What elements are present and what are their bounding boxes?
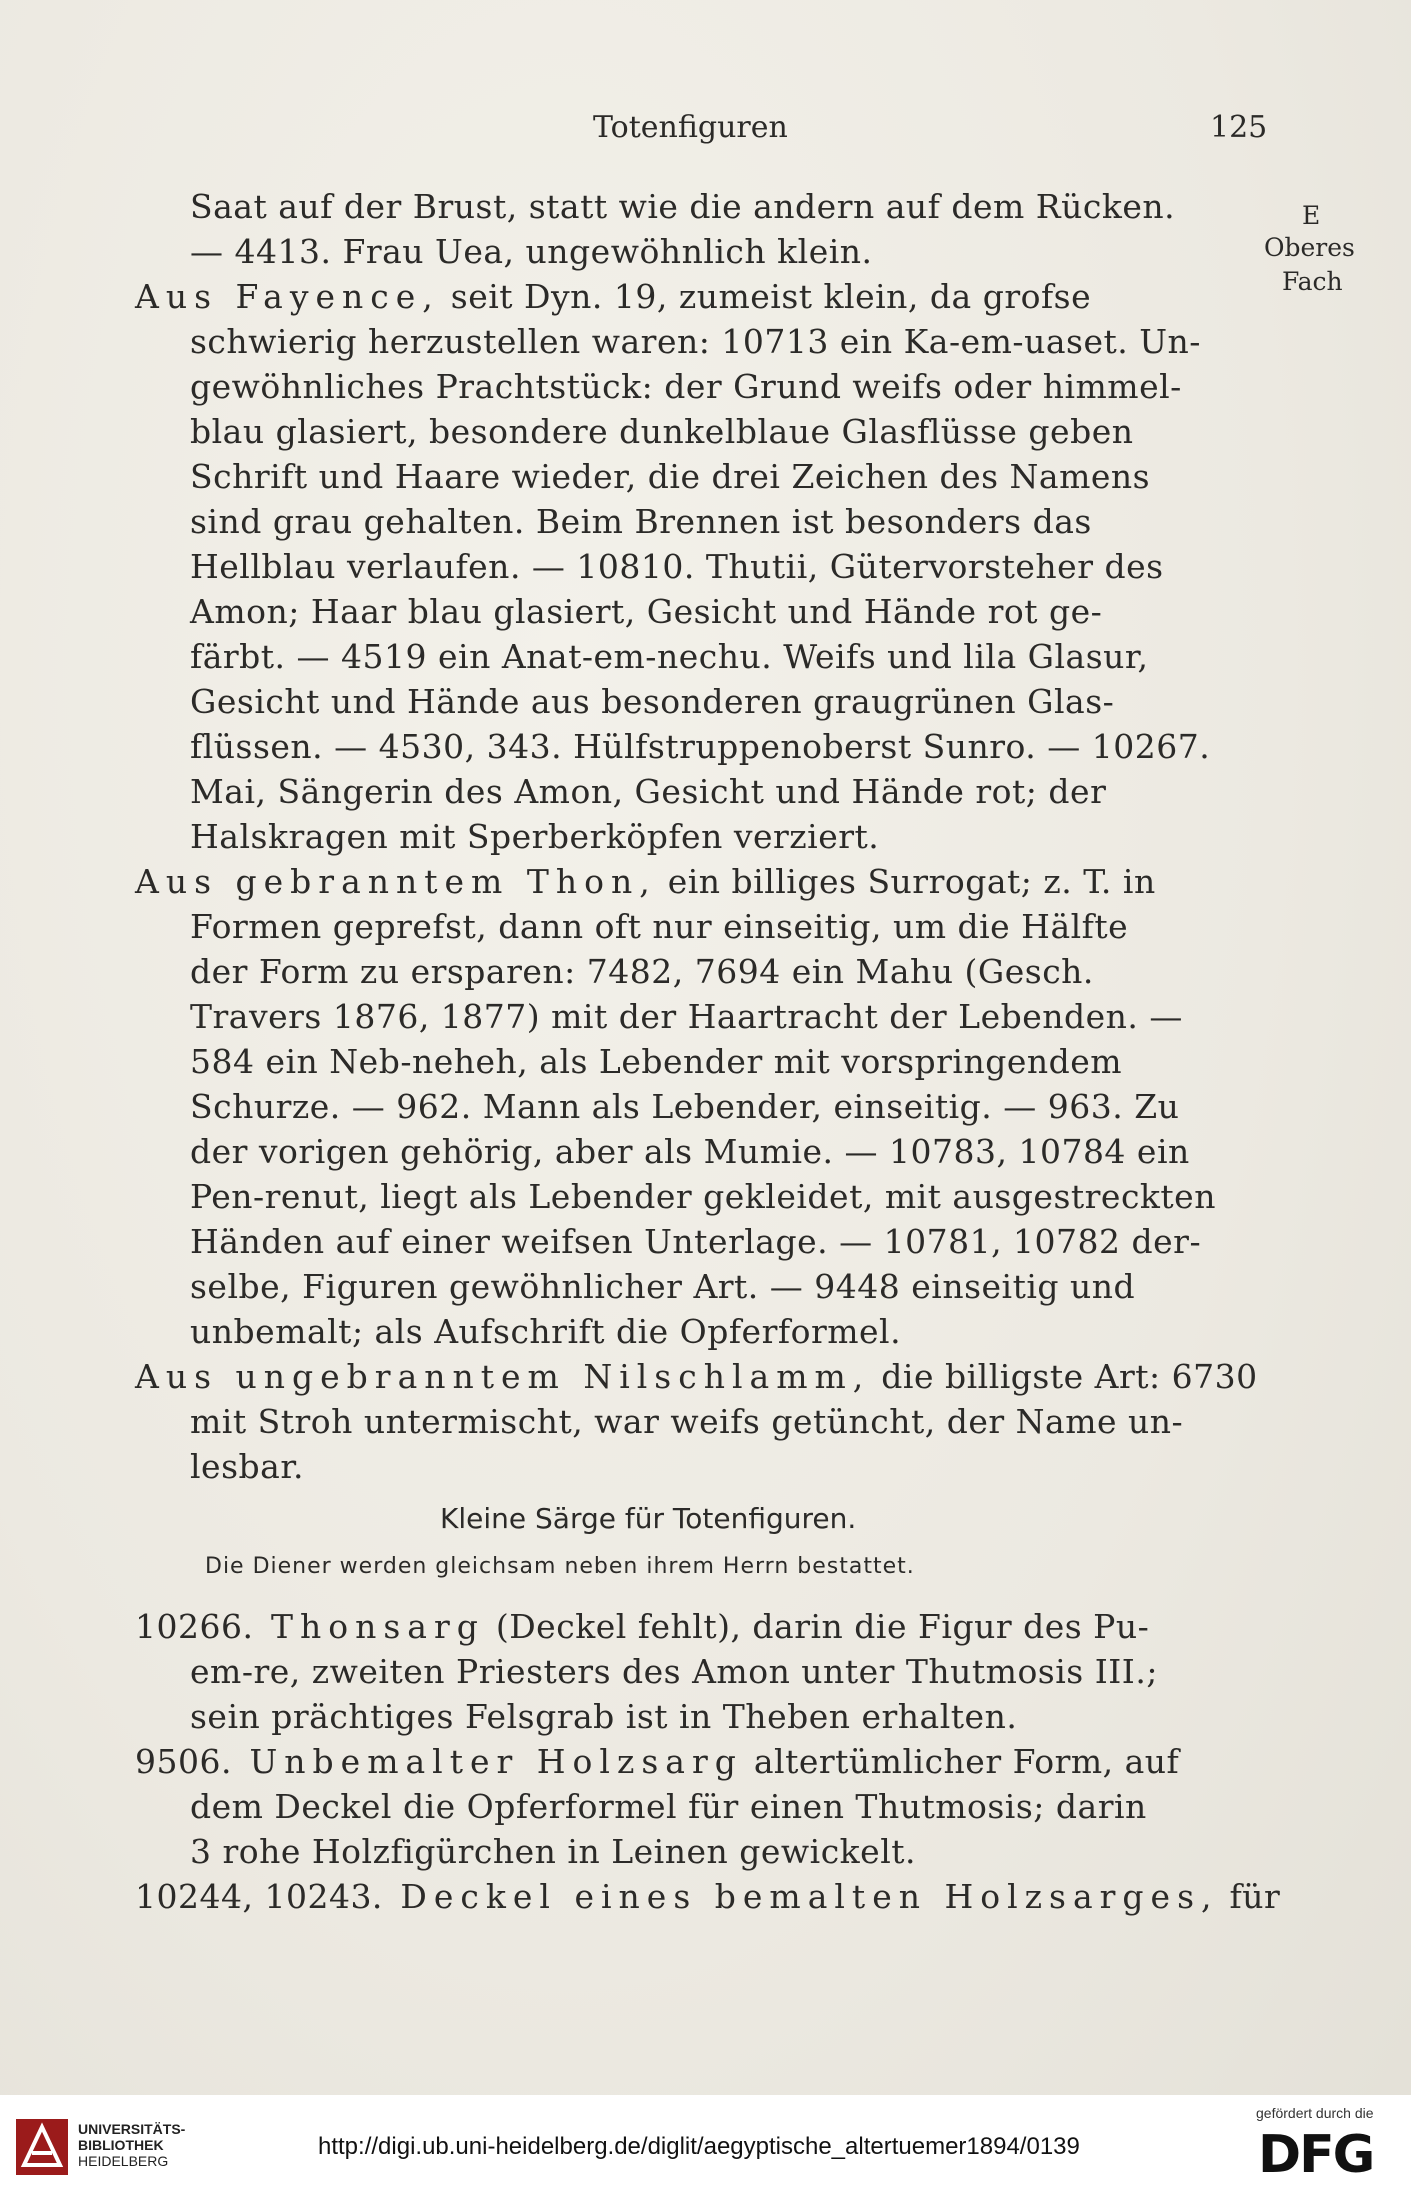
text-run: die billigste Art: 6730 — [870, 1357, 1258, 1396]
section-note: Die Diener werden gleichsam neben ihrem Herrn bestattet. — [205, 1554, 915, 1579]
library-name-line: BIBLIOTHEK — [78, 2137, 164, 2153]
dfg-logo: DFG — [1258, 2125, 1374, 2185]
entry-heading: Aus Fayence, — [135, 277, 440, 316]
text-line: 3 rohe Holzfigürchen in Leinen gewickelt. — [190, 1832, 917, 1871]
entry-heading: Unbemalter Holzsarg — [231, 1742, 743, 1781]
text-line — [135, 276, 1091, 318]
section-heading: Kleine Särge für Totenfiguren. — [440, 1502, 857, 1535]
text-line — [135, 1606, 1149, 1648]
text-run: (Deckel fehlt), darin die Figur des Pu- — [484, 1607, 1150, 1646]
text-line: blau glasiert, besondere dunkelblaue Glasflüsse geben — [190, 412, 1134, 451]
text-line: mit Stroh untermischt, war weifs getüncht, der Name un- — [190, 1402, 1184, 1441]
text-line: schwierig herzustellen waren: 10713 ein Ka-em-uaset. Un- — [190, 322, 1201, 361]
text-line: selbe, Figuren gewöhnlicher Art. — 9448 einseitig und — [190, 1267, 1136, 1306]
entry-number: 10244, 10243. — [135, 1877, 383, 1916]
text-line: Halskragen mit Sperberköpfen verziert. — [190, 817, 880, 856]
entry-heading: Aus gebranntem Thon, — [135, 862, 657, 901]
text-line: flüssen. — 4530, 343. Hülfstruppenoberst Sunro. — 10267. — [190, 727, 1211, 766]
text-line: färbt. — 4519 ein Anat-em-nechu. Weifs und lila Glasur, — [190, 637, 1149, 676]
text-run: altertümlicher Form, auf — [742, 1742, 1180, 1781]
text-line: Händen auf einer weifsen Unterlage. — 10781, 10782 der- — [190, 1222, 1202, 1261]
text-line: gewöhnliches Prachtstück: der Grund weifs oder himmel- — [190, 367, 1182, 406]
text-line: Travers 1876, 1877) mit der Haartracht der Lebenden. — — [190, 997, 1183, 1036]
library-logo-icon — [14, 2117, 70, 2177]
text-run: ein billiges Surrogat; z. T. in — [656, 862, 1156, 901]
text-line — [135, 1741, 1179, 1783]
sponsor-text: gefördert durch die — [1256, 2105, 1374, 2121]
margin-note-line2: Fach — [1282, 267, 1343, 296]
text-line — [135, 861, 1156, 903]
text-line: sein prächtiges Felsgrab ist in Theben erhalten. — [190, 1697, 1018, 1736]
text-line: Formen geprefst, dann oft nur einseitig, um die Hälfte — [190, 907, 1129, 946]
text-line: der Form zu ersparen: 7482, 7694 ein Mahu (Gesch. — [190, 952, 1094, 991]
text-run: seit Dyn. 19, zumeist klein, da grofse — [439, 277, 1092, 316]
text-line — [135, 1876, 1280, 1918]
text-line: unbemalt; als Aufschrift die Opferformel. — [190, 1312, 902, 1351]
entry-number: 9506. — [135, 1742, 232, 1781]
text-line: sind grau gehalten. Beim Brennen ist besonders das — [190, 502, 1092, 541]
margin-letter: E — [1302, 201, 1321, 230]
entry-heading: Deckel eines bemalten Holzsarges, — [382, 1877, 1219, 1916]
entry-heading: Thonsarg — [253, 1607, 485, 1646]
text-line: Pen-renut, liegt als Lebender gekleidet, mit ausgestreckten — [190, 1177, 1216, 1216]
text-line: lesbar. — [190, 1447, 304, 1486]
text-line: em-re, zweiten Priesters des Amon unter Thutmosis III.; — [190, 1652, 1158, 1691]
text-line: Schurze. — 962. Mann als Lebender, einseitig. — 963. Zu — [190, 1087, 1180, 1126]
text-line: dem Deckel die Opferformel für einen Thutmosis; darin — [190, 1787, 1147, 1826]
text-line — [135, 1356, 1258, 1398]
library-name-line: UNIVERSITÄTS- — [78, 2121, 186, 2137]
library-name — [78, 2121, 185, 2169]
text-run: für — [1218, 1877, 1281, 1916]
entry-heading: Aus ungebranntem Nilschlamm, — [135, 1357, 871, 1396]
page-number: 125 — [1210, 110, 1268, 145]
library-name-line: HEIDELBERG — [78, 2153, 169, 2169]
text-line: Mai, Sängerin des Amon, Gesicht und Hände rot; der — [190, 772, 1107, 811]
text-line: — 4413. Frau Uea, ungewöhnlich klein. — [190, 232, 873, 271]
text-line: Gesicht und Hände aus besonderen graugrünen Glas- — [190, 682, 1115, 721]
margin-note-line1: Oberes — [1264, 233, 1355, 262]
footer-bar — [0, 2095, 1411, 2199]
source-url-link[interactable]: http://digi.ub.uni-heidelberg.de/diglit/aegyptische_altertuemer1894/0139 — [318, 2133, 1080, 2160]
text-line: der vorigen gehörig, aber als Mumie. — 10783, 10784 ein — [190, 1132, 1190, 1171]
text-line: Amon; Haar blau glasiert, Gesicht und Hände rot ge- — [190, 592, 1103, 631]
text-line: 584 ein Neb-neheh, als Lebender mit vorspringendem — [190, 1042, 1123, 1081]
entry-number: 10266. — [135, 1607, 254, 1646]
text-line: Schrift und Haare wieder, die drei Zeichen des Namens — [190, 457, 1151, 496]
text-line: Hellblau verlaufen. — 10810. Thutii, Gütervorsteher des — [190, 547, 1164, 586]
text-line: Saat auf der Brust, statt wie die andern auf dem Rücken. — [190, 187, 1176, 226]
running-title: Totenfiguren — [593, 110, 788, 145]
